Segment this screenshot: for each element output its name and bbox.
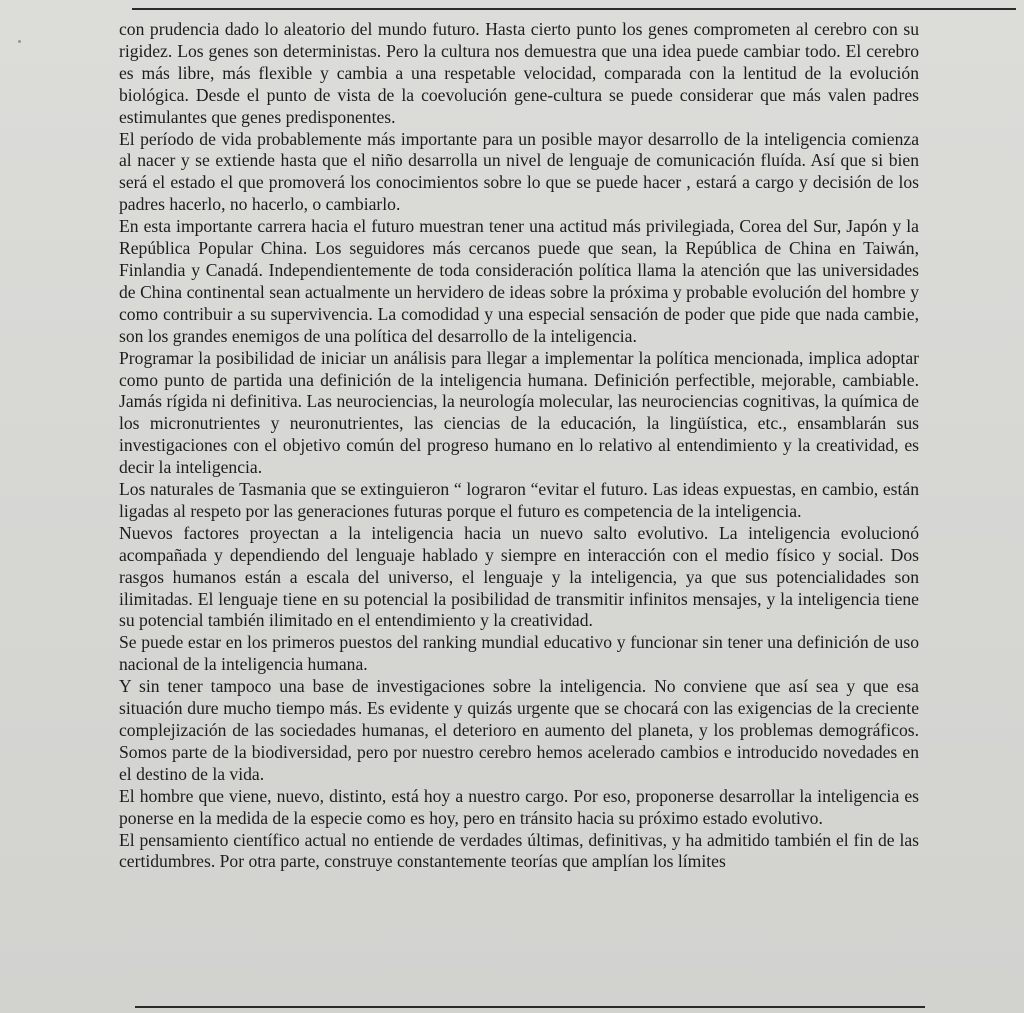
body-text <box>119 19 919 873</box>
paragraph-coevolution: con prudencia dado lo aleatorio del mundo futuro. Hasta cierto punto los genes comprometen al cerebro con su rigidez. Los genes son deterministas. Pero la cultura nos demuestra que una idea puede cambiar todo. El cerebro es más libre, más flexible y cambia a una respetable velocidad, comparada con la lentitud de la evolución biológica. Desde el punto de vista de la coevolución gene-cultura se puede considerar que más valen padres estimulantes que genes predisponentes. <box>119 19 919 127</box>
paragraph-new-factors: Nuevos factores proyectan a la inteligencia hacia un nuevo salto evolutivo. La inteligencia evolucionó acompañada y dependiendo del lenguaje hablado y siempre en interacción con el medio físico y social. Dos rasgos humanos están a escala del universo, el lenguaje y la inteligencia, ya que sus potencialidades son ilimitadas. El lenguaje tiene en su potencial la posibilidad de transmitir infinitos mensajes, y la inteligencia tiene su potencial también ilimitado en el entendimiento y la creatividad. <box>119 522 919 631</box>
paragraph-new-man: El hombre que viene, nuevo, distinto, está hoy a nuestro cargo. Por eso, proponerse desarrollar la inteligencia es ponerse en la medida de la especie como es hoy, pero en tránsito hacia su próximo estado evolutivo. <box>119 785 919 828</box>
paragraph-future-race: En esta importante carrera hacia el futuro muestran tener una actitud más privilegiada, Corea del Sur, Japón y la República Popular China. Los seguidores más cercanos puede que sean, la República de China en Taiwán, Finlandia y Canadá. Independientemente de toda consideración política llama la atención que las universidades de China continental sean actualmente un hervidero de ideas sobre la próxima y probable evolución del hombre y como contribuir a su supervivencia. La comodidad y una especial sensación de poder que pide que nada cambie, son los grandes enemigos de una política del desarrollo de la inteligencia. <box>119 216 919 346</box>
paragraph-tasmania: Los naturales de Tasmania que se extinguieron “ lograron “evitar el futuro. Las ideas expuestas, en cambio, están ligadas al respeto por las generaciones futuras porque el futuro es competencia de la inteligencia. <box>119 479 919 521</box>
paragraph-intelligence-definition: Programar la posibilidad de iniciar un análisis para llegar a implementar la política mencionada, implica adoptar como punto de partida una definición de la inteligencia humana. Definición perfectible, mejorable, cambiable. Jamás rígida ni definitiva. Las neurociencias, la neurología molecular, las neurociencias cognitivas, la química de los micronutrientes y neuronutrientes, las ciencias de la educación, la lingüística, etc., ensamblarán sus investigaciones con el objetivo común del progreso humano en lo relativo al entendimiento y la creatividad, es decir la inteligencia. <box>119 347 919 478</box>
paragraph-life-period: El período de vida probablemente más importante para un posible mayor desarrollo de la inteligencia comienza al nacer y se extiende hasta que el niño desarrolla un nivel de lenguaje de comunicación fluída. Así que si bien será el estado el que promoverá los conocimientos sobre lo que se puede hacer , estará a cargo y decisión de los padres hacerlo, no hacerlo, o cambiarlo. <box>119 128 919 215</box>
paper-speck <box>18 40 21 43</box>
bottom-rule-line <box>135 1006 925 1008</box>
paragraph-research-base: Y sin tener tampoco una base de investigaciones sobre la inteligencia. No conviene que así sea y que esa situación dure mucho tiempo más. Es evidente y quizás urgente que se chocará con las exigencias de la creciente complejización de las sociedades humanas, el deterioro en aumento del planeta, y los problemas demográficos. Somos parte de la biodiversidad, pero por nuestro cerebro hemos acelerado cambios e introducido novedades en el destino de la vida. <box>119 676 919 784</box>
top-rule-line <box>132 8 1016 10</box>
paragraph-ranking: Se puede estar en los primeros puestos del ranking mundial educativo y funcionar sin tener una definición de uso nacional de la inteligencia humana. <box>119 632 919 675</box>
paragraph-scientific-thought: El pensamiento científico actual no entiende de verdades últimas, definitivas, y ha admitido también el fin de las certidumbres. Por otra parte, construye constantemente teorías que amplían los límites <box>119 829 919 872</box>
